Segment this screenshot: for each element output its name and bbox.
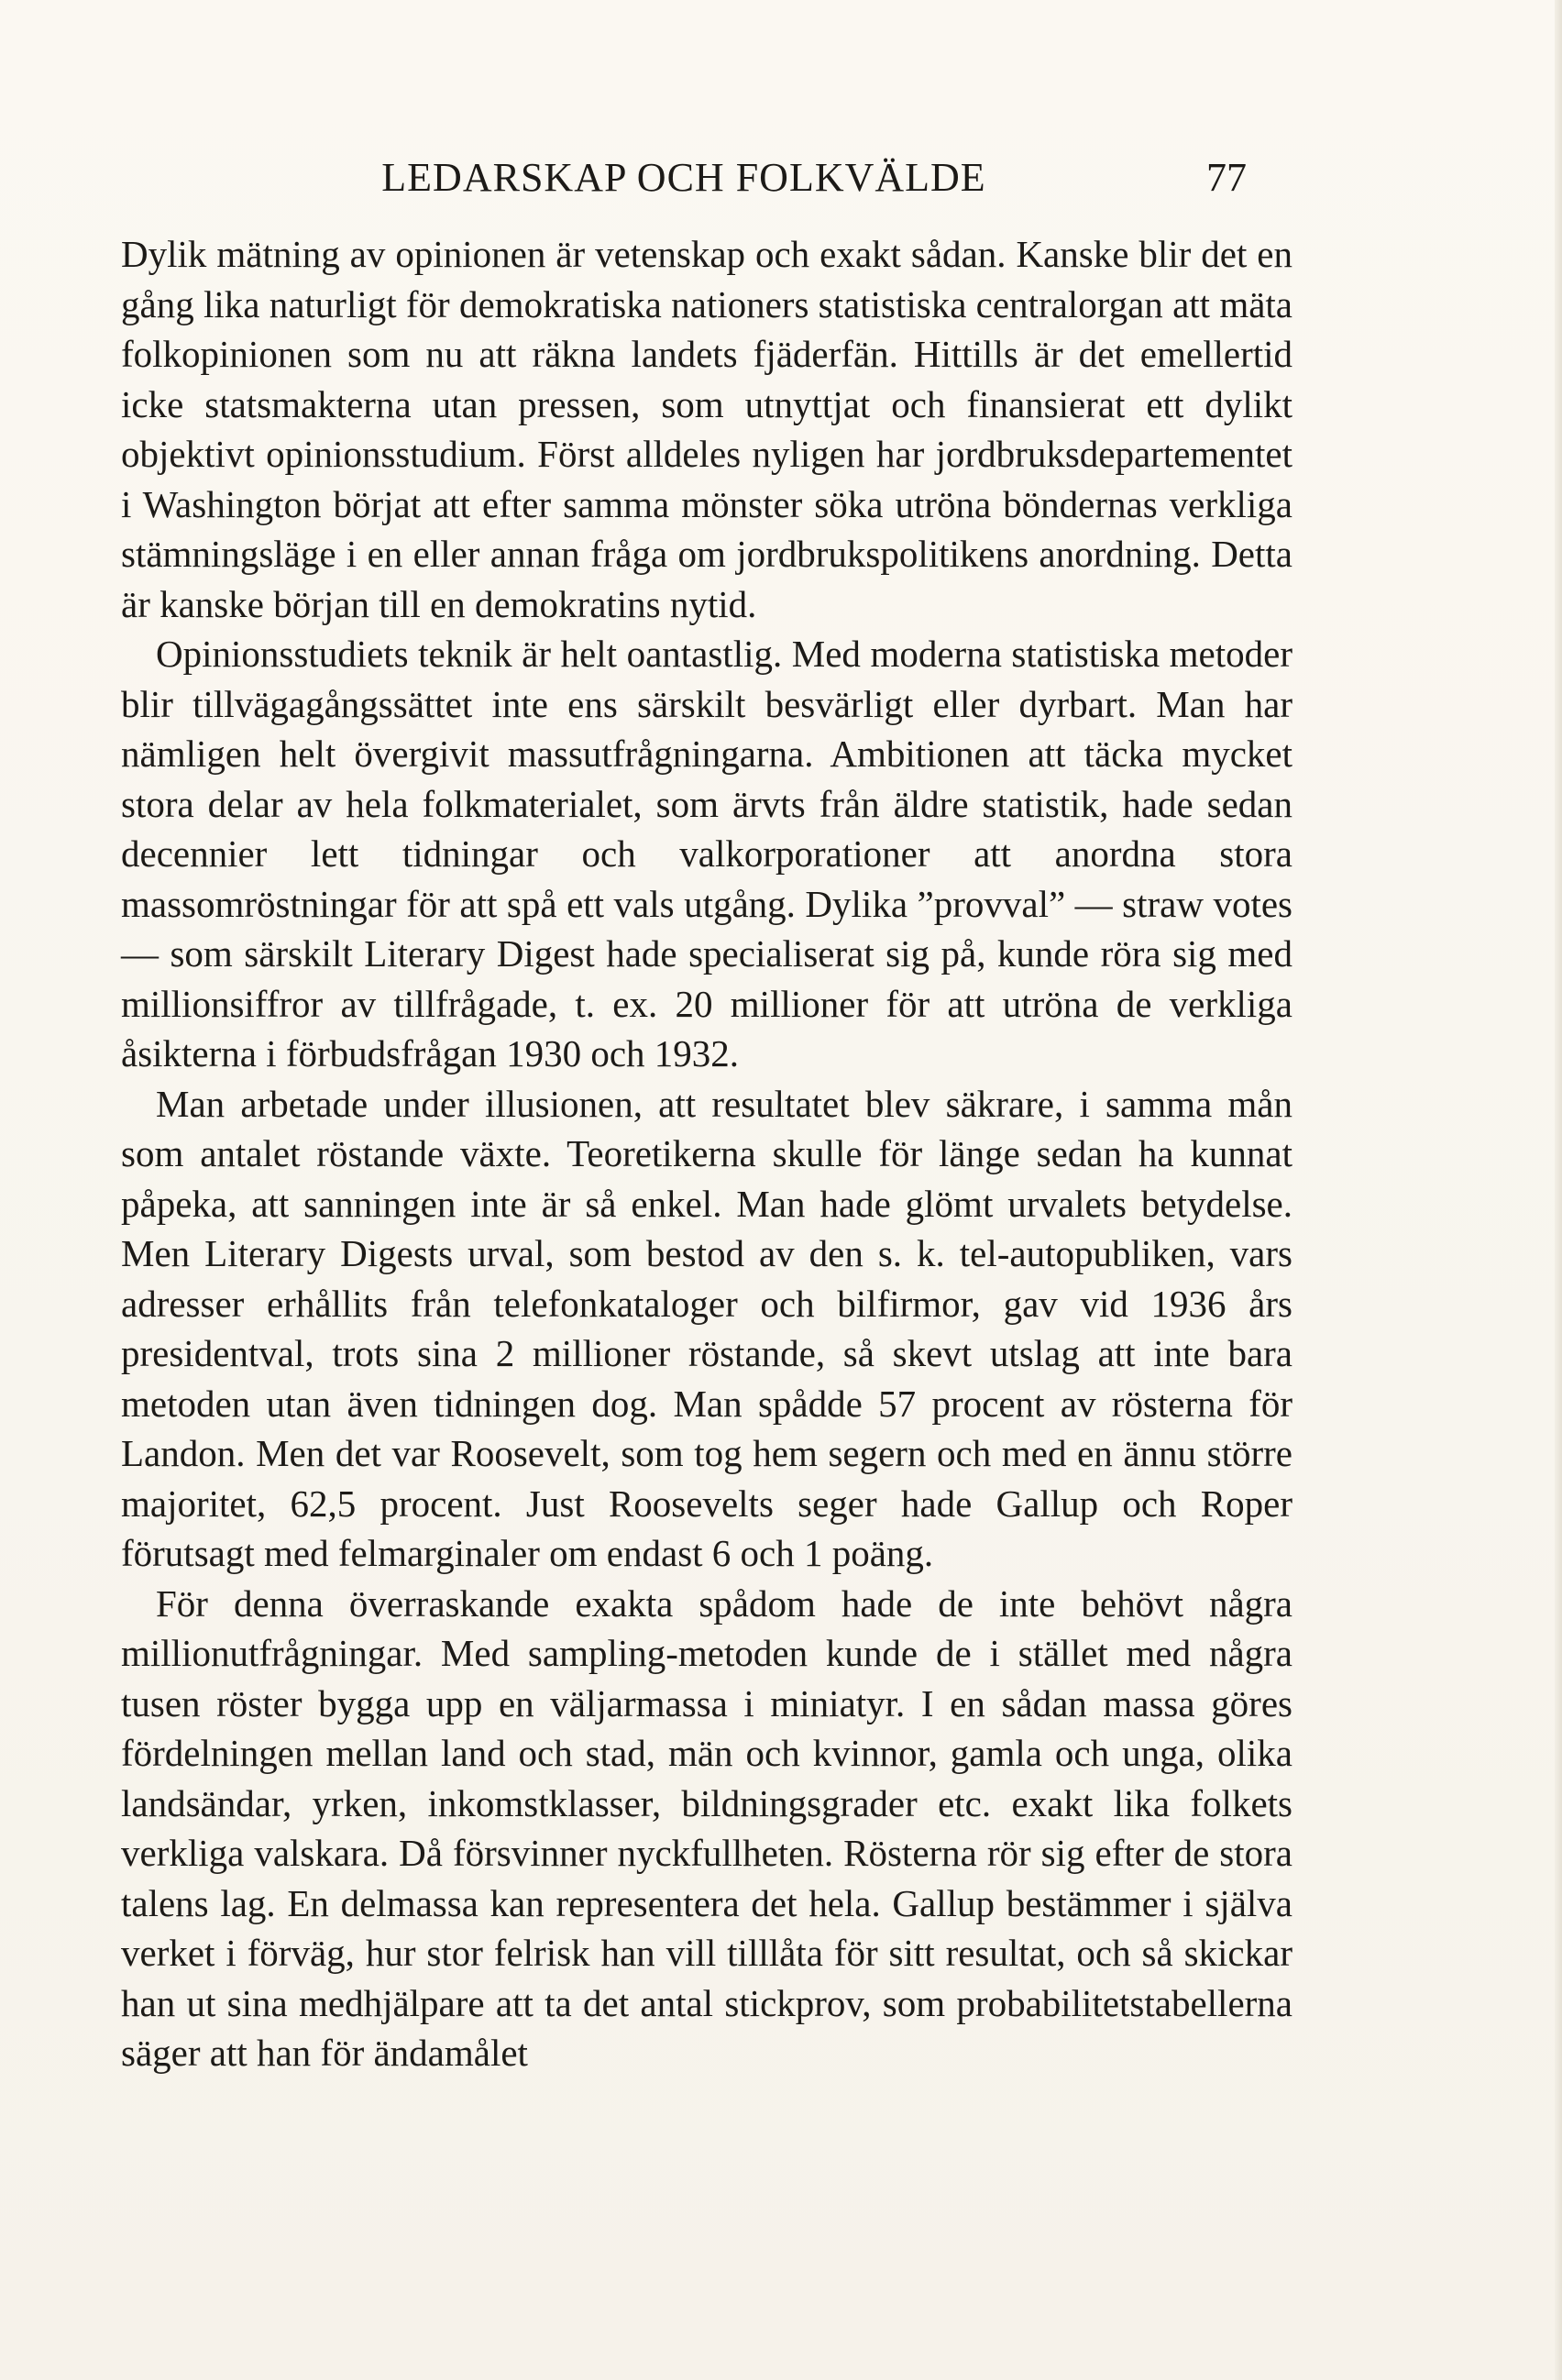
page-edge (1555, 0, 1562, 2380)
paragraph-4: För denna överraskande exakta spådom hade de inte behövt några millionutfrågningar. Med sampling-metoden kunde de i stället med några tusen röster bygga upp en väljarmassa i miniatyr. I en sådan massa göres fördelningen mellan land och stad, män och kvinnor, gamla och unga, olika landsändar, yrken, inkomstklasser, bildningsgrader etc. exakt lika folkets verkliga valskara. Då försvinner nyckfullheten. Rösterna rör sig efter de stora talens lag. En delmassa kan representera det hela. Gallup bestämmer i själva verket i förväg, hur stor felrisk han vill tilllåta för sitt resultat, och så skickar han ut sina medhjälpare att ta det antal stickprov, som probabilitetstabellerna säger att han för ändamålet (121, 1581, 1292, 2074)
running-header (121, 152, 1247, 204)
paragraph-1: Dylik mätning av opinionen är vetenskap och exakt sådan. Kanske blir det en gång lika naturligt för demokratiska nationers statistiska centralorgan att mäta folkopinionen som nu att räkna landets fjäderfän. Hittills är det emellertid icke statsmakterna utan pressen, som utnyttjat och finansierat ett dylikt objektivt opinionsstudium. Först alldeles nyligen har jordbruksdepartementet i Washington börjat att efter samma mönster söka utröna böndernas verkliga stämningsläge i en eller annan fråga om jordbrukspolitikens anordning. Detta är kanske början till en demokratins nytid. (121, 233, 1292, 625)
running-title: LEDARSKAP OCH FOLKVÄLDE (381, 155, 986, 200)
paragraph-3: Man arbetade under illusionen, att resultatet blev säkrare, i samma mån som antalet röstande växte. Teoretikerna skulle för länge sedan ha kunnat påpeka, att sanningen inte är så enkel. Man hade glömt urvalets betydelse. Men Literary Digests urval, som bestod av den s. k. tel-autopubliken, vars adresser erhållits från telefonkataloger och bilfirmor, gav vid 1936 års presidentval, trots sina 2 millioner röstande, så skevt utslag att inte bara metoden utan även tidningen dog. Man spådde 57 procent av rösterna för Landon. Men det var Roosevelt, som tog hem segern och med en ännu större majoritet, 62,5 procent. Just Roosevelts seger hade Gallup och Roper förutsagt med felmarginaler om endast 6 och 1 poäng. (121, 1082, 1292, 1574)
page-number: 77 (1206, 155, 1247, 200)
paragraph-2: Opinionsstudiets teknik är helt oantastlig. Med moderna statistiska metoder blir tillvägagångssättet inte ens särskilt besvärligt eller dyrbart. Man har nämligen helt övergivit massutfrågningarna. Ambitionen att täcka mycket stora delar av hela folkmaterialet, som ärvts från äldre statistik, hade sedan decennier lett tidningar och valkorporationer att anordna stora massomröstningar för att spå ett vals utgång. Dylika ”provval” — straw votes — som särskilt Literary Digest hade specialiserat sig på, kunde röra sig med millionsiffror av tillfrågade, t. ex. 20 millioner för att utröna de verkliga åsikterna i förbudsfrågan 1930 och 1932. (121, 633, 1292, 1074)
body-text (121, 229, 1292, 2078)
